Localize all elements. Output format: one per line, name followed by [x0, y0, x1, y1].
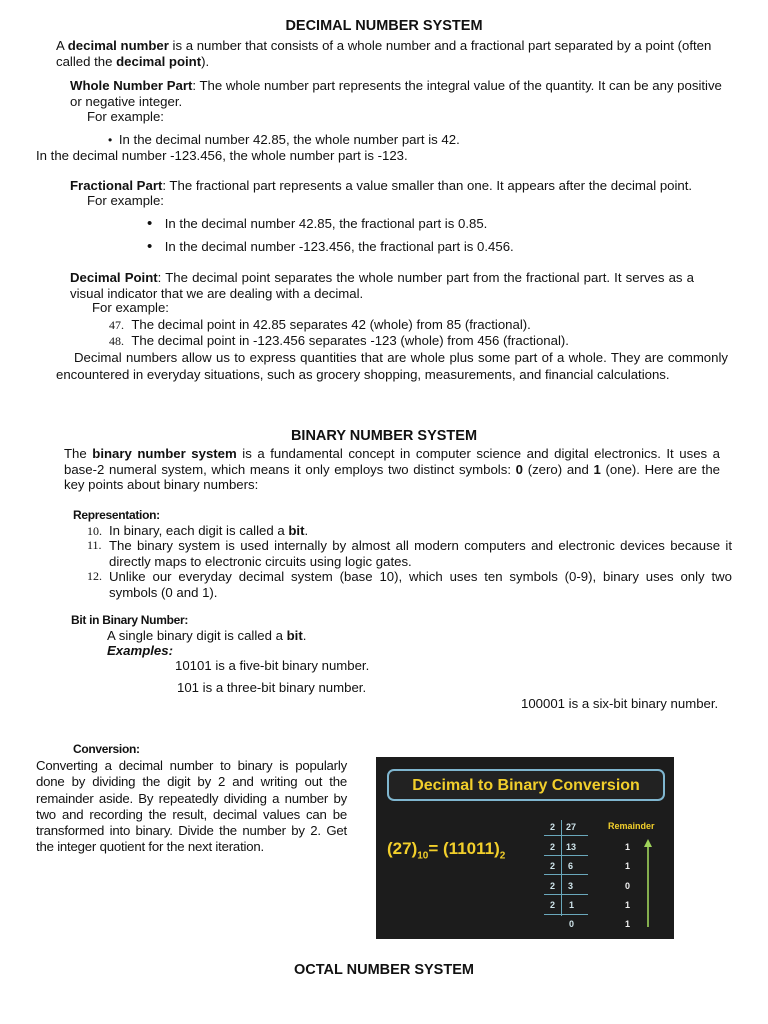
text: A	[56, 38, 68, 53]
divisor: 2	[550, 900, 556, 910]
text: = (11011)	[428, 839, 500, 858]
text: .	[302, 628, 307, 643]
arrow-up-icon	[642, 837, 654, 929]
example-item: 100001 is a six-bit binary number.	[521, 696, 719, 711]
conversion-image	[376, 757, 674, 939]
list-number: 10.	[87, 524, 102, 538]
examples-label: Examples:	[107, 643, 173, 658]
bullet-icon: •	[108, 133, 119, 147]
term: 1	[593, 461, 601, 477]
text: (27)	[387, 839, 418, 858]
ladder-rule	[544, 894, 588, 895]
whole-number-paragraph	[70, 78, 730, 109]
ladder-rule	[544, 835, 588, 836]
bit-definition	[107, 628, 306, 644]
list-number: 47.	[109, 318, 124, 332]
bullet-icon: •	[147, 215, 165, 232]
decimal-intro	[56, 38, 736, 69]
binary-intro	[64, 446, 720, 493]
text: (one). Here are the key points about binary numbers:	[64, 461, 720, 493]
decimal-heading: DECIMAL NUMBER SYSTEM	[285, 18, 483, 34]
text: In the decimal number -123.456, the fractional part is 0.456.	[164, 239, 514, 254]
list-item	[108, 132, 460, 148]
divisor: 2	[550, 842, 556, 852]
representation-title: Representation:	[73, 508, 160, 522]
remainder: 0	[625, 881, 631, 891]
conversion-text: Converting a decimal number to binary is popularly done by dividing the digit by 2 and writing out the remainder aside. By repeatedly dividing a number by two and recording the result, decimal values can be transformed into binary. Divide the number by 2. Get the integer quotient for the next iteration.	[36, 758, 347, 855]
quotient: 6	[568, 861, 574, 871]
subscript: 10	[417, 850, 429, 862]
divisor: 2	[550, 861, 556, 871]
image-title: Decimal to Binary Conversion	[387, 769, 665, 801]
list-number: 48.	[109, 334, 124, 348]
octal-heading: OCTAL NUMBER SYSTEM	[294, 962, 474, 978]
text: The	[64, 446, 93, 461]
for-example-label: For example:	[87, 193, 164, 208]
text: The decimal point in -123.456 separates -123 (whole) from 456 (fractional).	[131, 333, 569, 348]
list-item	[87, 538, 732, 569]
ladder-rule	[544, 914, 588, 915]
remainder-label: Remainder	[608, 821, 655, 831]
text: In the decimal number 42.85, the fractional part is 0.85.	[164, 216, 488, 231]
ladder-rule	[544, 855, 588, 856]
text: : The fractional part represents a value smaller than one. It appears after the decimal point.	[162, 178, 693, 193]
remainder: 1	[625, 842, 631, 852]
list-number: 11.	[87, 538, 102, 552]
divisor: 2	[550, 822, 556, 832]
decimal-summary: Decimal numbers allow us to express quantities that are whole plus some part of a whole. They are commonly encountered in everyday situations, such as grocery shopping, measurements, and financial calculations.	[56, 350, 728, 382]
remainder: 1	[625, 919, 631, 929]
ladder-rule	[544, 874, 588, 875]
for-example-label: For example:	[92, 300, 169, 315]
list-item	[87, 569, 732, 600]
text: : The whole number part represents the integral value of the quantity. It can be any positive or negative integer.	[70, 78, 722, 109]
list-item	[109, 317, 531, 333]
quotient: 3	[568, 881, 574, 891]
term: bit	[288, 523, 305, 538]
quotient: 1	[569, 900, 575, 910]
term: Decimal Point	[70, 270, 158, 285]
text: is a number that consists of a whole number and a fractional part separated by a point (often called the	[56, 38, 712, 69]
example-item: 101 is a three-bit binary number.	[177, 680, 367, 695]
binary-heading: BINARY NUMBER SYSTEM	[290, 428, 478, 444]
term: 0	[515, 461, 524, 477]
subscript: 2	[499, 850, 506, 862]
text: (zero) and	[523, 461, 594, 477]
decimal-point-paragraph	[70, 270, 694, 301]
term: Fractional Part	[70, 178, 163, 193]
quotient: 27	[566, 822, 577, 832]
term: binary number system	[92, 446, 237, 461]
text: A single binary digit is called a	[107, 628, 287, 643]
text: In the decimal number 42.85, the whole number part is 42.	[118, 132, 460, 147]
term: decimal number	[67, 38, 169, 53]
text: ).	[201, 53, 210, 69]
list-item	[147, 215, 487, 233]
example-item: 10101 is a five-bit binary number.	[175, 658, 370, 673]
term: Whole Number Part	[70, 78, 193, 93]
term: decimal point	[116, 53, 202, 69]
quotient: 13	[566, 842, 577, 852]
list-item	[109, 333, 569, 349]
conversion-equation	[387, 839, 505, 862]
text: The decimal point in 42.85 separates 42 (whole) from 85 (fractional).	[131, 317, 531, 332]
list-item	[87, 523, 732, 539]
remainder: 1	[625, 861, 631, 871]
conversion-title: Conversion:	[73, 742, 140, 756]
remainder: 1	[625, 900, 631, 910]
text: In binary, each digit is called a	[109, 523, 289, 538]
list-item: In the decimal number -123.456, the whole number part is -123.	[36, 148, 408, 163]
text: : The decimal point separates the whole number part from the fractional part. It serves as a visual indicator that we are dealing with a decimal.	[70, 270, 694, 301]
quotient: 0	[569, 919, 575, 929]
text: Unlike our everyday decimal system (base 10), which uses ten symbols (0-9), binary uses only two symbols (0 and 1).	[109, 569, 732, 600]
bullet-icon: •	[147, 238, 165, 255]
bit-section-title: Bit in Binary Number:	[71, 613, 189, 627]
for-example-label: For example:	[87, 109, 164, 124]
list-number: 12.	[87, 569, 102, 583]
text: is a fundamental concept in computer science and digital electronics. It uses a base-2 numeral system, which means it only employs two distinct symbols:	[64, 446, 720, 477]
divisor: 2	[550, 881, 556, 891]
list-item	[147, 238, 514, 256]
fractional-paragraph	[70, 178, 730, 194]
text: .	[304, 523, 309, 538]
term: bit	[286, 628, 303, 643]
text: The binary system is used internally by almost all modern computers and electronic devices because it directly maps to electronic circuits using logic gates.	[109, 538, 732, 569]
